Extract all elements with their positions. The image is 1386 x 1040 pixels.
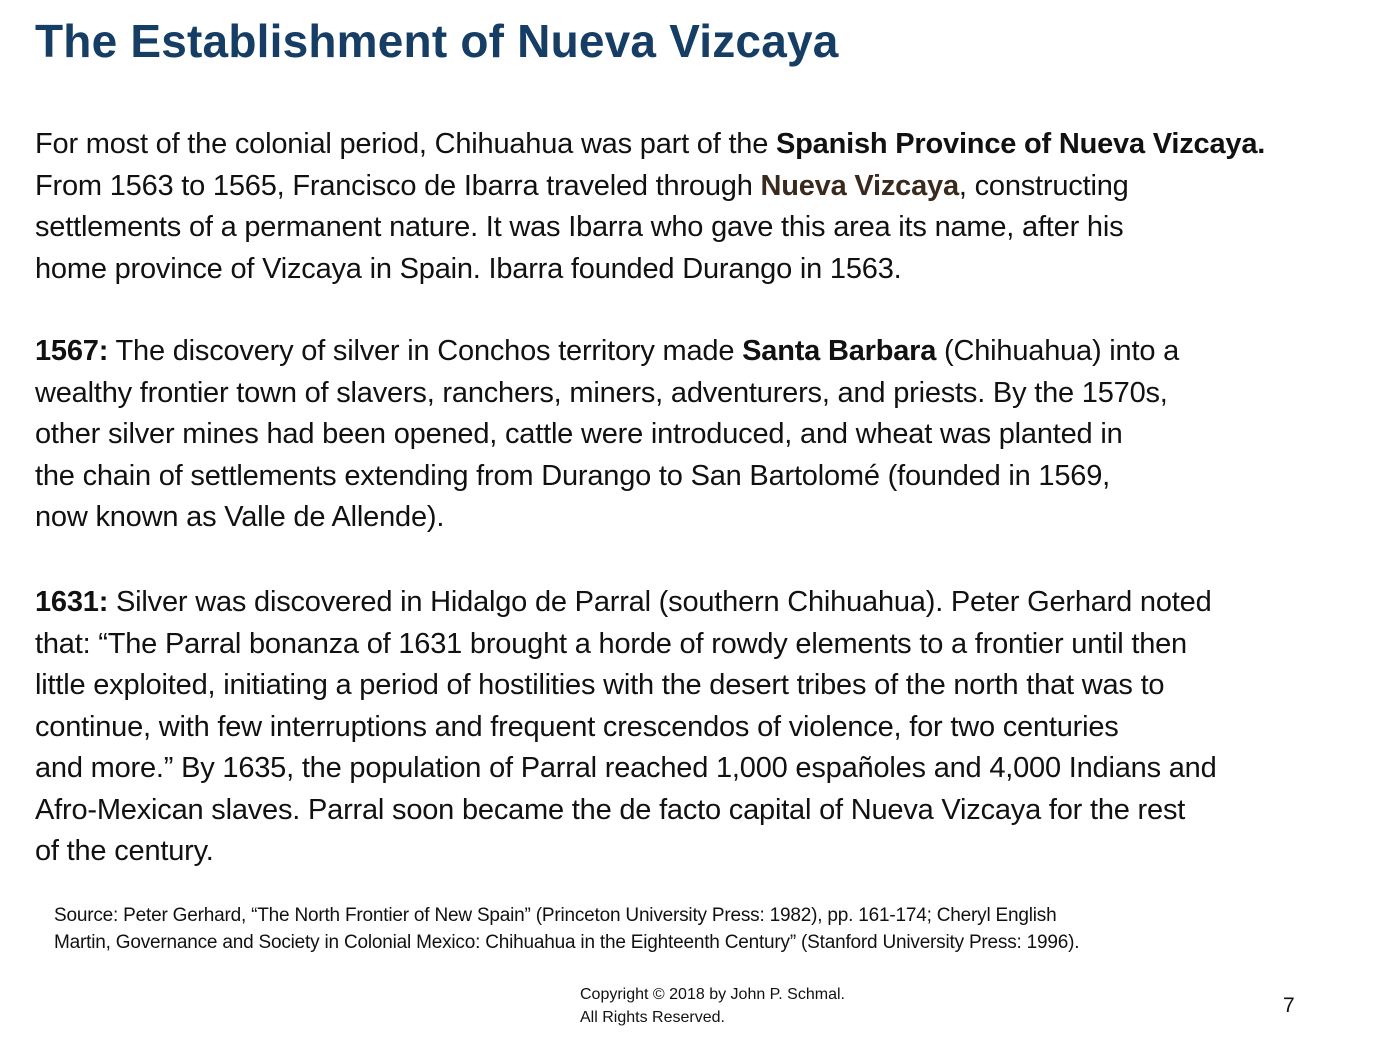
paragraph-line: the chain of settlements extending from Durango to San Bartolomé (founded in 1569, xyxy=(35,459,1110,492)
paragraph-line: settlements of a permanent nature. It was Ibarra who gave this area its name, after his xyxy=(35,211,1124,243)
paragraph-line: wealthy frontier town of slavers, ranchers, miners, adventurers, and priests. By the 1570s, xyxy=(35,376,1168,409)
paragraph-line: and more.” By 1635, the population of Parral reached 1,000 españoles and 4,000 Indians and xyxy=(35,752,1217,784)
source-citation xyxy=(54,902,1354,956)
copyright-line: Copyright © 2018 by John P. Schmal. xyxy=(580,986,845,1003)
paragraph-line xyxy=(35,166,1380,208)
highlight-text-nueva-vizcaya: Nueva Vizcaya xyxy=(760,169,959,202)
paragraph-line: of the century. xyxy=(35,835,214,867)
source-line: Martin, Governance and Society in Colonial Mexico: Chihuahua in the Eighteenth Century” (Stanford University Press: 1996). xyxy=(54,932,1080,953)
page-number: 7 xyxy=(1283,994,1295,1017)
source-line: Source: Peter Gerhard, “The North Frontier of New Spain” (Princeton University Press: 1982), pp. 161-174; Cheryl English xyxy=(54,905,1057,926)
paragraph-line xyxy=(35,124,1380,166)
paragraph-colonial-period xyxy=(35,124,1380,290)
paragraph-line xyxy=(35,582,1380,624)
year-label-1567: 1567: xyxy=(35,335,109,367)
paragraph-1631 xyxy=(35,582,1380,873)
text-run: (Chihuahua) into a xyxy=(936,335,1180,367)
slide-title: The Establishment of Nueva Vizcaya xyxy=(35,15,839,67)
text-run: From 1563 to 1565, Francisco de Ibarra traveled through xyxy=(35,169,761,202)
paragraph-line: little exploited, initiating a period of hostilities with the desert tribes of the north that was to xyxy=(35,669,1165,701)
paragraph-line: that: “The Parral bonanza of 1631 brought a horde of rowdy elements to a frontier until then xyxy=(35,627,1187,660)
text-run: Silver was discovered in Hidalgo de Parral (southern Chihuahua). Peter Gerhard noted xyxy=(108,586,1212,618)
copyright-notice xyxy=(580,983,845,1029)
paragraph-line: continue, with few interruptions and frequent crescendos of violence, for two centuries xyxy=(35,710,1119,743)
paragraph-line: Afro-Mexican slaves. Parral soon became the de facto capital of Nueva Vizcaya for the rest xyxy=(35,793,1186,826)
paragraph-line xyxy=(35,331,1380,373)
text-run: The discovery of silver in Conchos territory made xyxy=(108,335,743,367)
copyright-line: All Rights Reserved. xyxy=(580,1009,725,1026)
paragraph-line: other silver mines had been opened, cattle were introduced, and wheat was planted in xyxy=(35,418,1123,450)
text-run: For most of the colonial period, Chihuahua was part of the xyxy=(35,128,777,160)
paragraph-line: now known as Valle de Allende). xyxy=(35,501,445,533)
paragraph-line: home province of Vizcaya in Spain. Ibarra founded Durango in 1563. xyxy=(35,252,902,285)
text-run: , constructing xyxy=(958,169,1129,202)
bold-text-spanish-province: Spanish Province of Nueva Vizcaya. xyxy=(776,128,1266,160)
paragraph-1567 xyxy=(35,331,1380,539)
year-label-1631: 1631: xyxy=(35,586,109,618)
bold-text-santa-barbara: Santa Barbara xyxy=(742,335,937,367)
